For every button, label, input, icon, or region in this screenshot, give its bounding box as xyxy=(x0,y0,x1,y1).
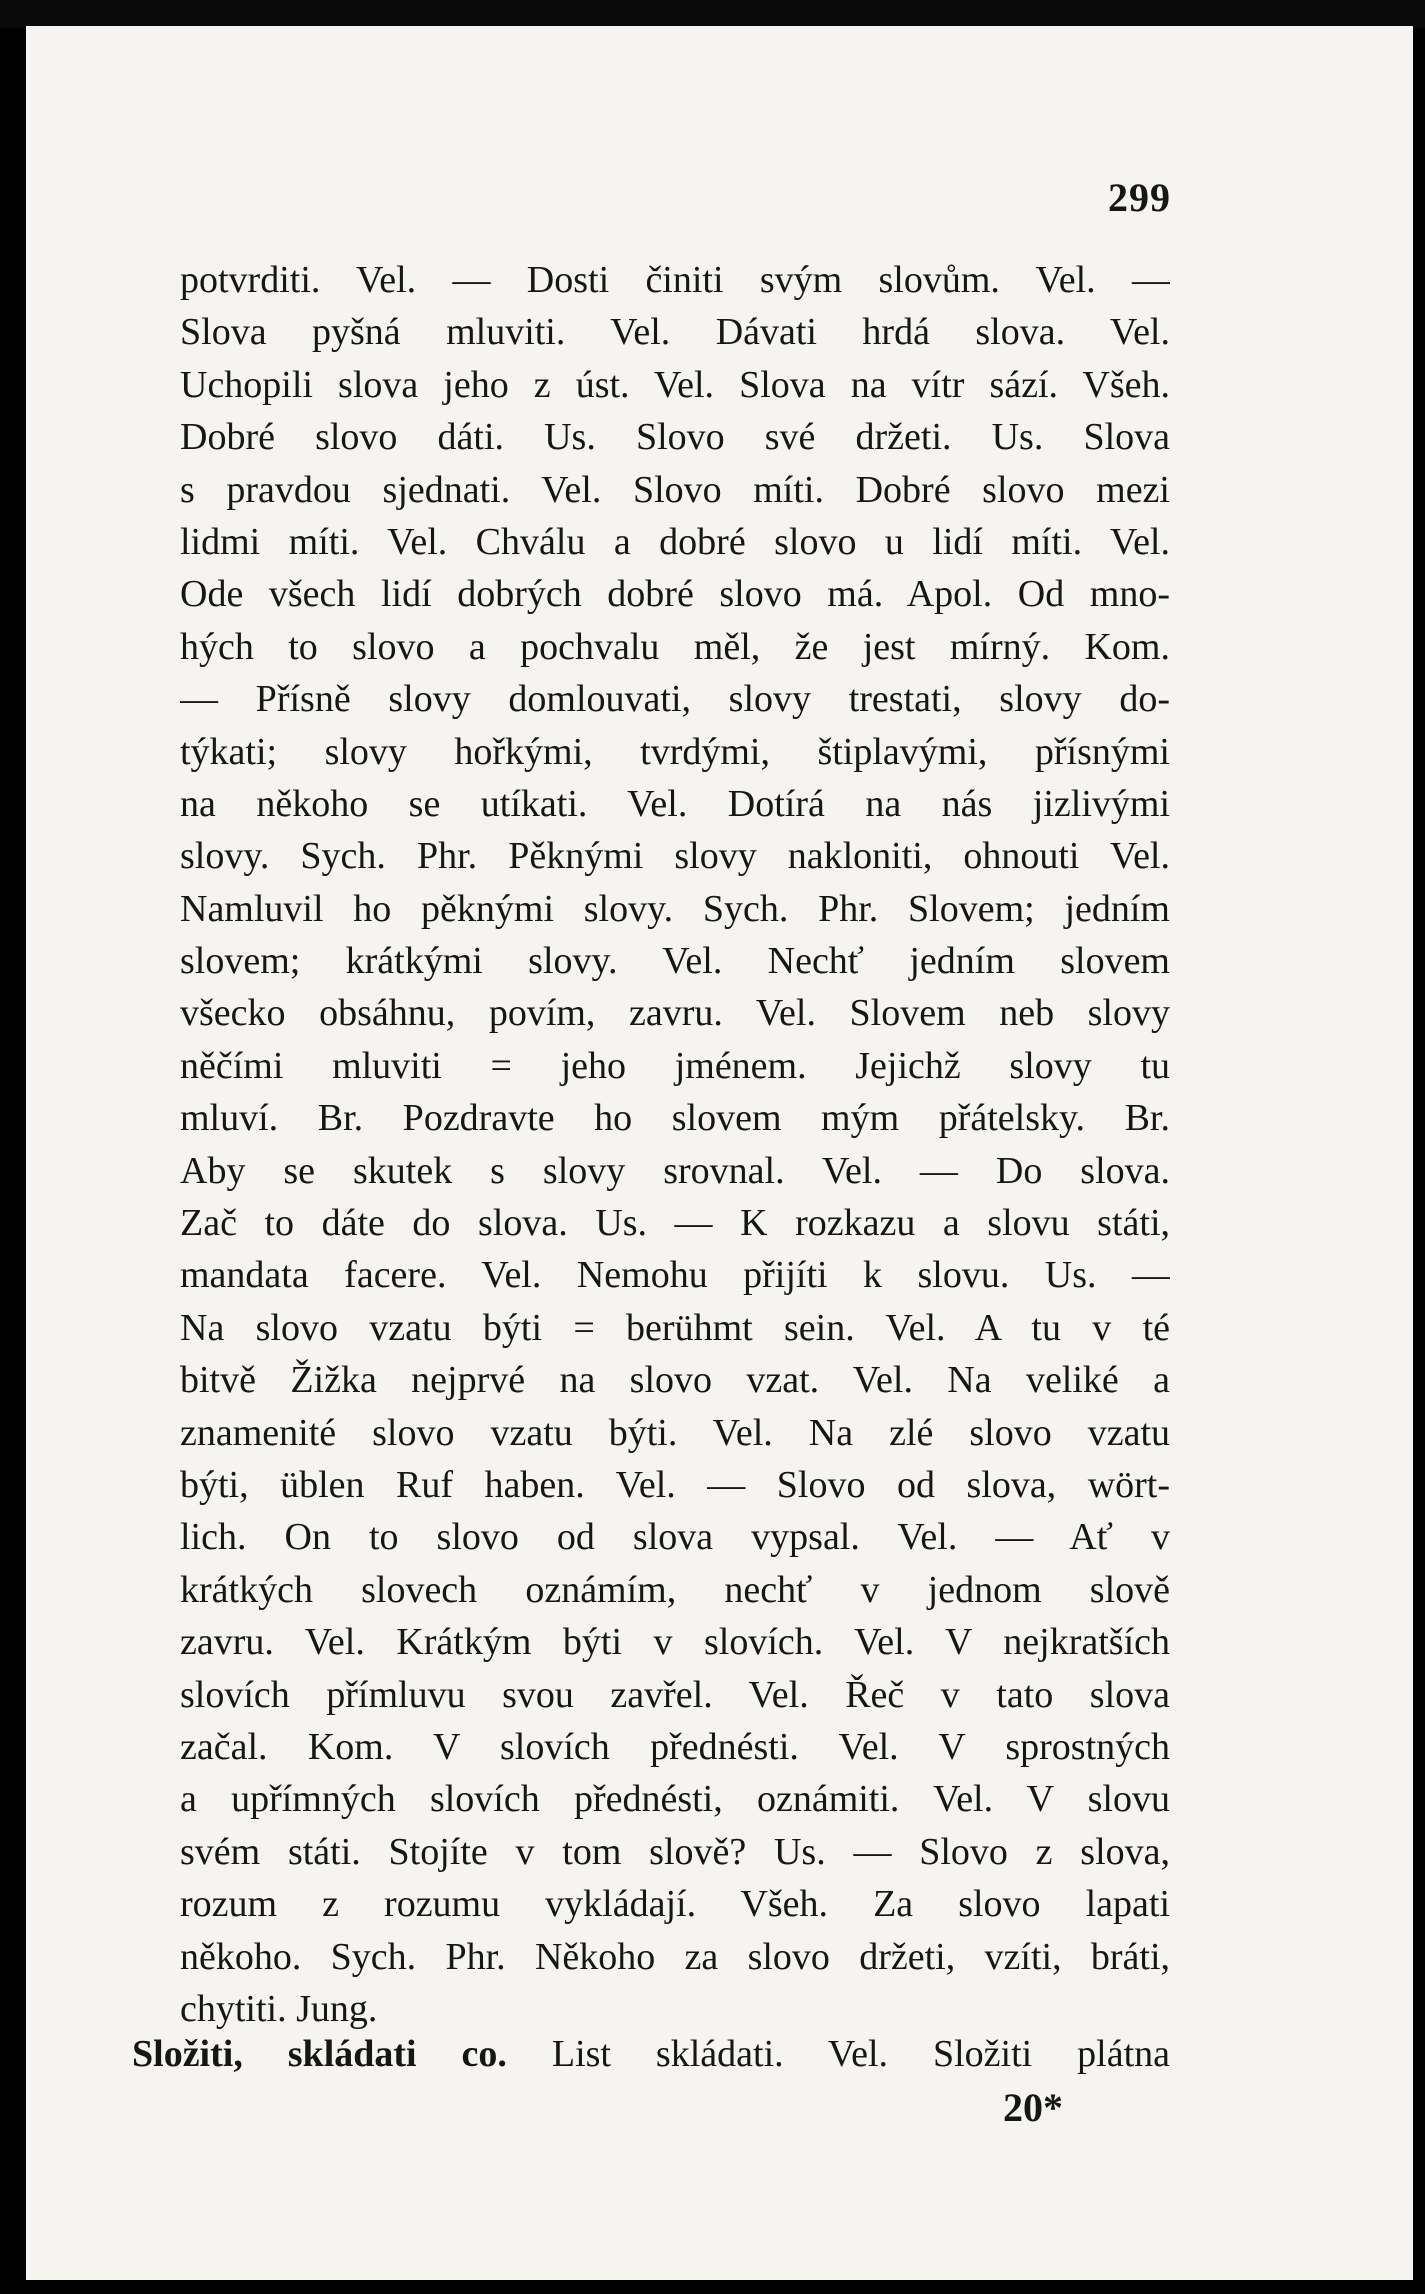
text-line: Aby se skutek s slovy srovnal. Vel. — Do slova. xyxy=(180,1149,1170,1192)
text-line: týkati; slovy hořkými, tvrdými, štiplavými, přísnými xyxy=(180,730,1170,773)
text-line: svém státi. Stojíte v tom slově? Us. — Slovo z slova, xyxy=(180,1830,1170,1873)
signature-mark: 20* xyxy=(1003,2085,1063,2130)
dictionary-entry xyxy=(132,2028,1170,2080)
text-line: hých to slovo a pochvalu měl, že jest mírný. Kom. xyxy=(180,625,1170,668)
text-line: Zač to dáte do slova. Us. — K rozkazu a slovu státi, xyxy=(180,1202,1170,1245)
text-line: všecko obsáhnu, povím, zavru. Vel. Slovem neb slovy xyxy=(180,992,1170,1035)
text-line: krátkých slovech oznámím, nechť v jednom slově xyxy=(180,1568,1170,1611)
text-line: slovích přímluvu svou zavřel. Vel. Řeč v tato slova xyxy=(180,1673,1170,1716)
text-line: někoho. Sych. Phr. Někoho za slovo držeti, vzíti, bráti, xyxy=(180,1935,1170,1978)
text-line: něčími mluviti = jeho jménem. Jejichž slovy tu xyxy=(180,1044,1170,1087)
text-line: s pravdou sjednati. Vel. Slovo míti. Dobré slovo mezi xyxy=(180,468,1170,511)
text-line: a upřímných slovích přednésti, oznámiti. Vel. V slovu xyxy=(180,1778,1170,1821)
text-line: na někoho se utíkati. Vel. Dotírá na nás jizlivými xyxy=(180,782,1170,825)
text-line: slovem; krátkými slovy. Vel. Nechť jedním slovem xyxy=(180,940,1170,983)
text-line: znamenité slovo vzatu býti. Vel. Na zlé slovo vzatu xyxy=(180,1411,1170,1454)
text-line: potvrditi. Vel. — Dosti činiti svým slovům. Vel. — xyxy=(180,259,1170,301)
text-line: začal. Kom. V slovích přednésti. Vel. V sprostných xyxy=(180,1725,1170,1768)
body-text xyxy=(180,254,1170,2035)
text-line: bitvě Žižka nejprvé na slovo vzat. Vel. Na veliké a xyxy=(180,1359,1170,1402)
scan-top-edge xyxy=(0,0,1425,28)
text-line: Slova pyšná mluviti. Vel. Dávati hrdá slova. Vel. xyxy=(180,311,1170,354)
text-line: zavru. Vel. Krátkým býti v slovích. Vel. V nejkratších xyxy=(180,1621,1170,1664)
entry-headword: Složiti, skládati co. xyxy=(132,2033,507,2075)
text-line: lidmi míti. Vel. Chválu a dobré slovo u lidí míti. Vel. xyxy=(180,520,1170,563)
text-line: rozum z rozumu vykládají. Všeh. Za slovo lapati xyxy=(180,1883,1170,1926)
text-line: Na slovo vzatu býti = berühmt sein. Vel. A tu v té xyxy=(180,1306,1170,1349)
entry-text: List skládati. Vel. Složiti plátna xyxy=(551,2033,1171,2075)
page-number: 299 xyxy=(1108,175,1171,220)
text-line: Uchopili slova jeho z úst. Vel. Slova na vítr sází. Všeh. xyxy=(180,363,1170,406)
text-line: — Přísně slovy domlouvati, slovy trestati, slovy do- xyxy=(180,678,1170,721)
text-line: lich. On to slovo od slova vypsal. Vel. — Ať v xyxy=(180,1516,1170,1559)
text-line: mluví. Br. Pozdravte ho slovem mým přátelsky. Br. xyxy=(180,1097,1170,1140)
text-line: býti, üblen Ruf haben. Vel. — Slovo od slova, wört- xyxy=(180,1463,1170,1506)
text-line: Dobré slovo dáti. Us. Slovo své držeti. Us. Slova xyxy=(180,416,1170,459)
text-line: chytiti. Jung. xyxy=(180,1987,378,2030)
text-line: Namluvil ho pěknými slovy. Sych. Phr. Slovem; jedním xyxy=(180,887,1170,930)
text-line: Ode všech lidí dobrých dobré slovo má. Apol. Od mno- xyxy=(180,573,1170,616)
text-line: mandata facere. Vel. Nemohu přijíti k slovu. Us. — xyxy=(180,1254,1170,1297)
text-line: slovy. Sych. Phr. Pěknými slovy nakloniti, ohnouti Vel. xyxy=(180,835,1170,878)
